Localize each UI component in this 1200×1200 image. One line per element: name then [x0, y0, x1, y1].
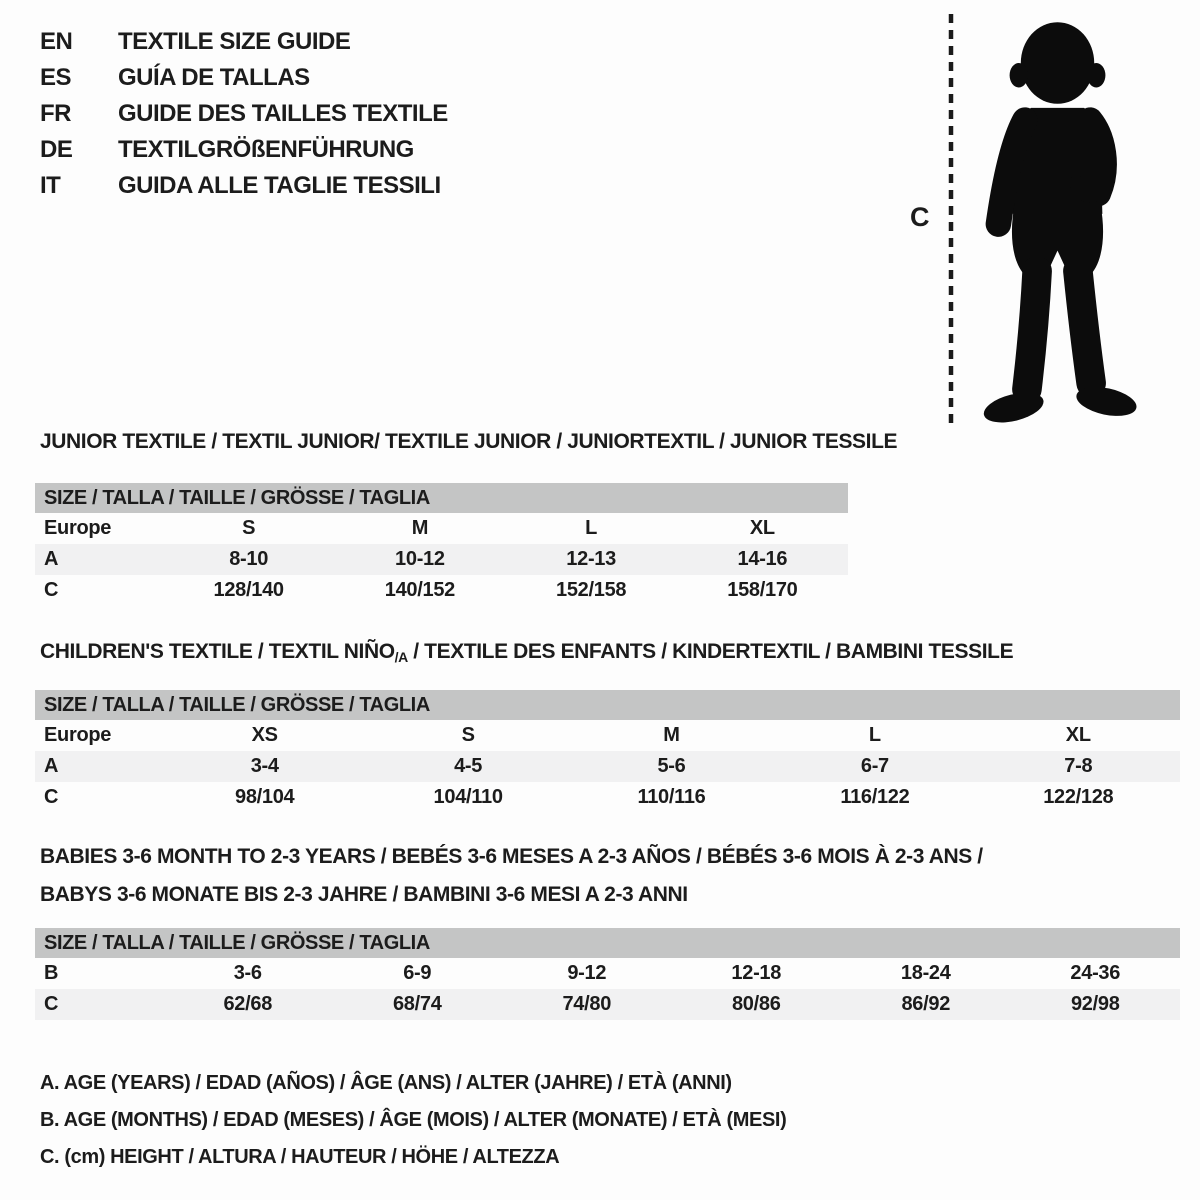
- language-title: GUÍA DE TALLAS: [118, 64, 310, 91]
- size-header-bar: SIZE / TALLA / TAILLE / GRÖSSE / TAGLIA: [35, 690, 1180, 720]
- language-row-it: [40, 168, 448, 204]
- table-row: [35, 720, 1180, 751]
- table-row: [35, 544, 848, 575]
- height-cell: 122/128: [1043, 786, 1114, 808]
- language-code: FR: [40, 100, 71, 127]
- age-cell: 7-8: [1064, 755, 1093, 777]
- age-cell: 14-16: [737, 548, 788, 570]
- height-cell: 104/110: [433, 786, 503, 808]
- age-cell: 12-18: [731, 962, 782, 984]
- age-cell: 18-24: [900, 962, 951, 984]
- row-label: B: [44, 962, 59, 984]
- size-cell: S: [242, 517, 256, 539]
- age-cell: 6-9: [403, 962, 432, 984]
- footnote-b: B. AGE (MONTHS) / EDAD (MESES) / ÂGE (MOIS) / ALTER (MONATE) / ETÀ (MESI): [40, 1109, 787, 1131]
- age-cell: 8-10: [229, 548, 269, 570]
- language-row-es: [40, 60, 448, 96]
- junior-size-table: [35, 483, 848, 606]
- footnote-a: A. AGE (YEARS) / EDAD (AÑOS) / ÂGE (ANS) / ALTER (JAHRE) / ETÀ (ANNI): [40, 1072, 732, 1094]
- height-cell: 68/74: [392, 993, 442, 1015]
- size-cell: L: [585, 517, 598, 539]
- height-measure-figure: [890, 0, 1200, 440]
- height-cell: 128/140: [213, 579, 284, 601]
- footnote-c: C. (cm) HEIGHT / ALTURA / HAUTEUR / HÖHE / ALTEZZA: [40, 1146, 560, 1168]
- size-cell: L: [868, 724, 881, 746]
- table-row: [35, 751, 1180, 782]
- height-cell: 152/158: [556, 579, 627, 601]
- height-cell: 98/104: [235, 786, 295, 808]
- size-header-bar: SIZE / TALLA / TAILLE / GRÖSSE / TAGLIA: [35, 928, 1180, 958]
- table-row: [35, 989, 1180, 1020]
- table-row: [35, 513, 848, 544]
- height-cell: 62/68: [223, 993, 273, 1015]
- age-cell: 6-7: [860, 755, 889, 777]
- size-cell: XS: [251, 724, 278, 746]
- age-cell: 9-12: [567, 962, 607, 984]
- age-cell: 12-13: [566, 548, 616, 570]
- size-cell: M: [663, 724, 680, 746]
- row-label: Europe: [44, 724, 112, 746]
- row-label: Europe: [44, 517, 112, 539]
- row-label: C: [44, 786, 59, 808]
- children-title-subscript: /A: [394, 649, 408, 665]
- age-cell: 3-4: [250, 755, 279, 777]
- babies-section-title-line1: BABIES 3-6 MONTH TO 2-3 YEARS / BEBÉS 3-6 MESES A 2-3 AÑOS / BÉBÉS 3-6 MOIS À 2-3 ANS /: [40, 845, 983, 868]
- language-title: GUIDA ALLE TAGLIE TESSILI: [118, 172, 441, 199]
- size-cell: S: [461, 724, 475, 746]
- size-cell: XL: [749, 517, 775, 539]
- language-code: IT: [40, 172, 61, 199]
- language-code: EN: [40, 28, 73, 55]
- row-label: C: [44, 579, 59, 601]
- children-title-suffix: / TEXTILE DES ENFANTS / KINDERTEXTIL / BAMBINI TESSILE: [407, 640, 1014, 663]
- height-cell: 158/170: [727, 579, 798, 601]
- children-section-title: [40, 640, 1013, 665]
- size-cell: XL: [1065, 724, 1091, 746]
- size-header-bar: SIZE / TALLA / TAILLE / GRÖSSE / TAGLIA: [35, 483, 848, 513]
- children-title-prefix: CHILDREN'S TEXTILE / TEXTIL NIÑO: [40, 640, 395, 663]
- height-cell: 74/80: [562, 993, 612, 1015]
- age-cell: 5-6: [657, 755, 686, 777]
- height-cell: 80/86: [731, 993, 781, 1015]
- height-cell: 140/152: [384, 579, 455, 601]
- table-row: [35, 575, 848, 606]
- toddler-silhouette-icon: [962, 10, 1152, 428]
- language-title: GUIDE DES TAILLES TEXTILE: [118, 100, 448, 127]
- table-row: [35, 782, 1180, 813]
- language-row-fr: [40, 96, 448, 132]
- language-row-de: [40, 132, 448, 168]
- height-cell: 110/116: [637, 786, 706, 808]
- language-code: DE: [40, 136, 73, 163]
- table-row: [35, 958, 1180, 989]
- babies-size-table: [35, 928, 1180, 1020]
- babies-section-title-line2: BABYS 3-6 MONATE BIS 2-3 JAHRE / BAMBINI 3-6 MESI A 2-3 ANNI: [40, 883, 688, 906]
- row-label: A: [44, 548, 59, 570]
- age-cell: 3-6: [233, 962, 262, 984]
- language-title: TEXTILE SIZE GUIDE: [118, 28, 351, 55]
- row-label: A: [44, 755, 59, 777]
- junior-section-title: JUNIOR TEXTILE / TEXTIL JUNIOR/ TEXTILE JUNIOR / JUNIORTEXTIL / JUNIOR TESSILE: [40, 430, 898, 453]
- age-cell: 24-36: [1070, 962, 1121, 984]
- size-cell: M: [411, 517, 429, 539]
- children-size-table: [35, 690, 1180, 813]
- height-measure-label: C: [910, 202, 930, 232]
- age-cell: 10-12: [395, 548, 445, 570]
- language-row-en: [40, 24, 448, 60]
- age-cell: 4-5: [454, 755, 483, 777]
- height-dashed-line-icon: [948, 14, 954, 424]
- language-title-block: [40, 24, 448, 204]
- height-cell: 116/122: [840, 786, 910, 808]
- height-cell: 86/92: [901, 993, 951, 1015]
- language-title: TEXTILGRÖßENFÜHRUNG: [118, 136, 414, 163]
- language-code: ES: [40, 64, 72, 91]
- height-cell: 92/98: [1070, 993, 1120, 1015]
- row-label: C: [44, 993, 59, 1015]
